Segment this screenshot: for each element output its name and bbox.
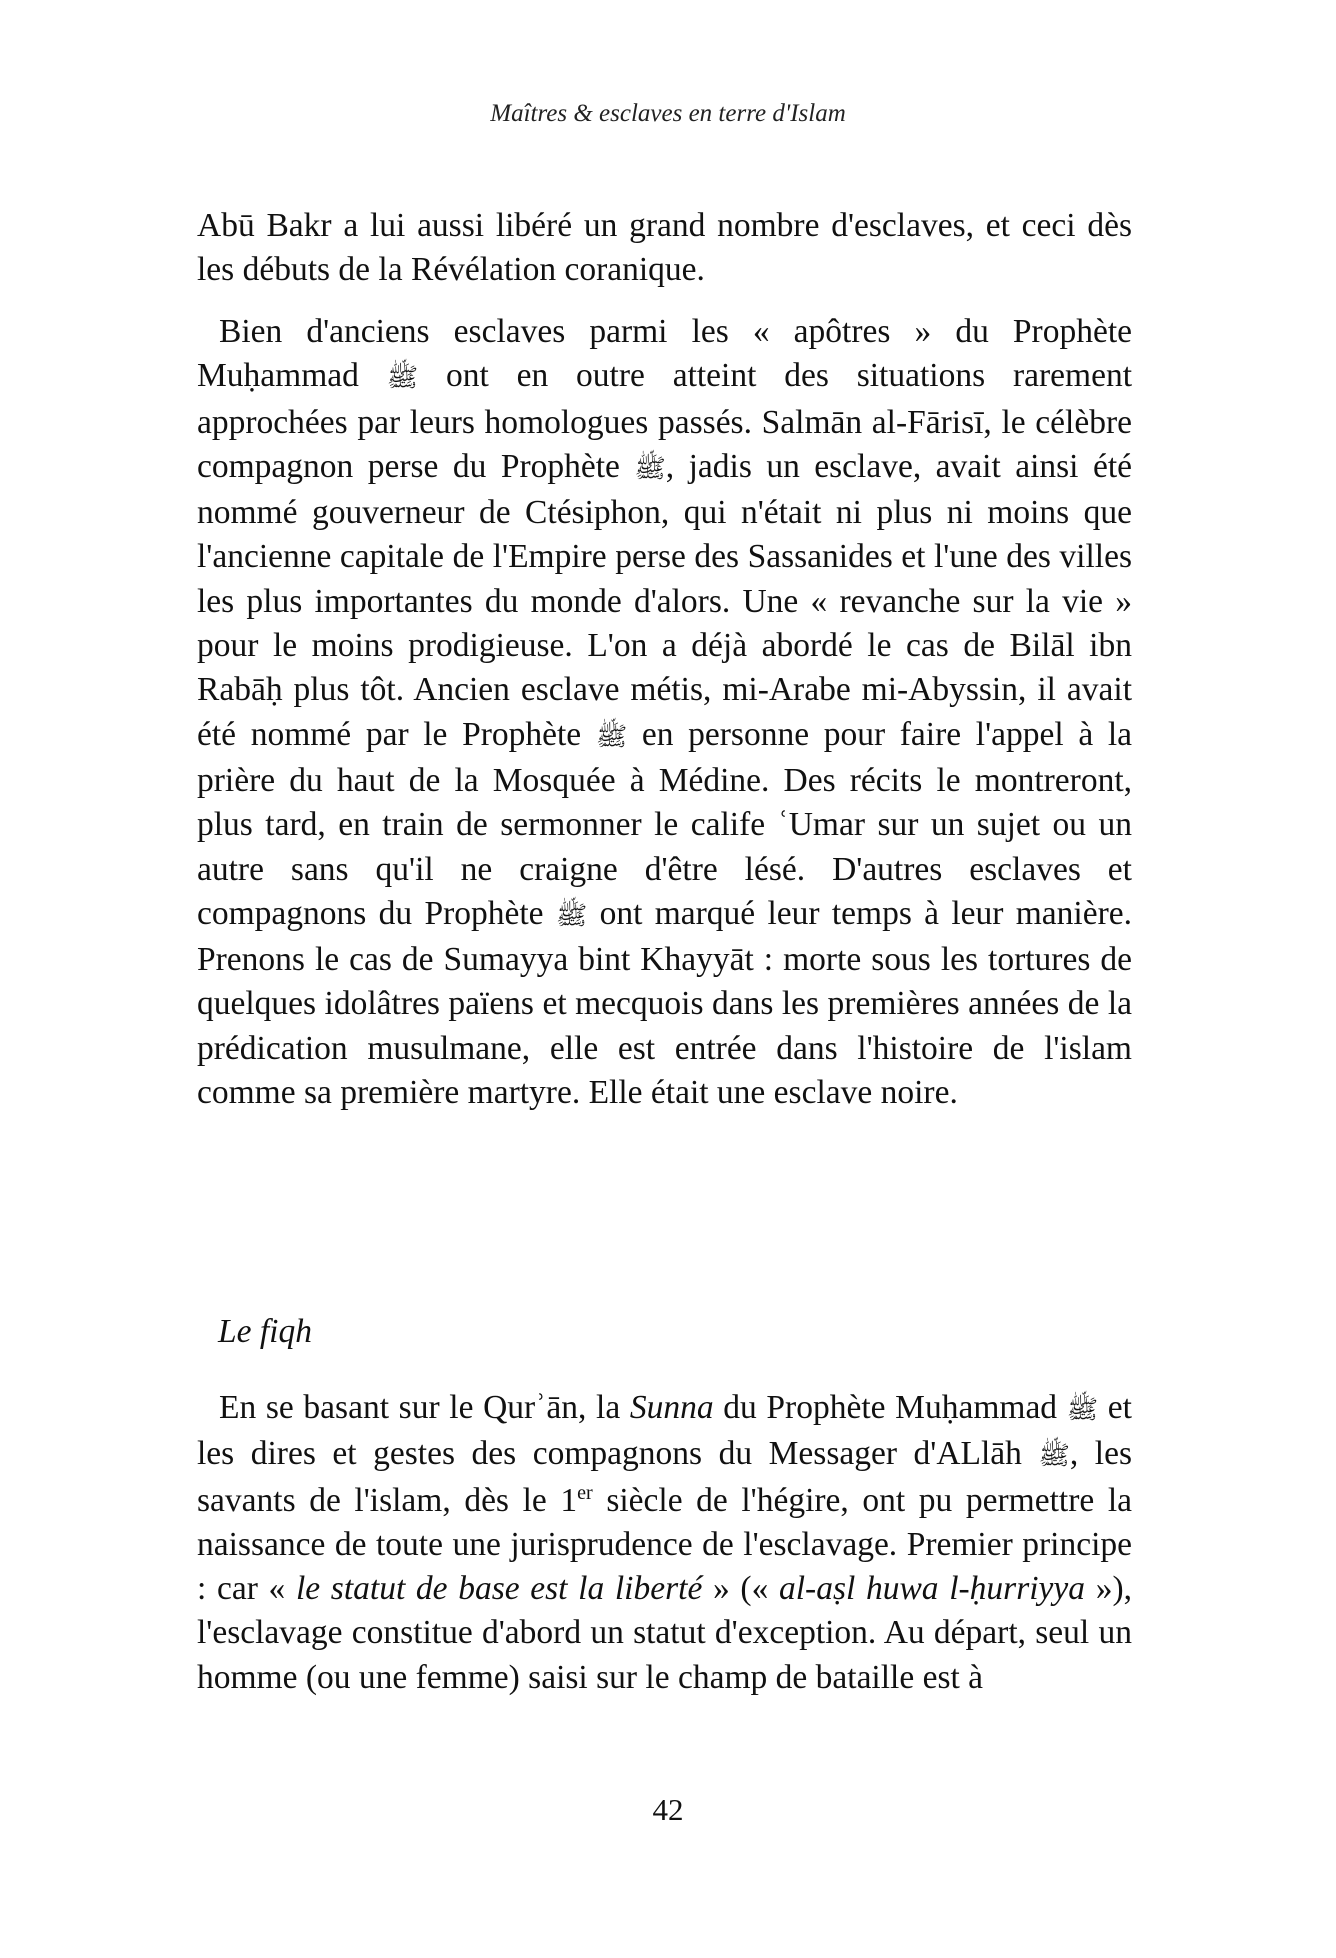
- section-title: Le fiqh: [218, 1313, 312, 1350]
- text-segment: Bien d'anciens esclaves parmi les « apôtres » du Prophète Muḥammad: [197, 313, 1132, 395]
- text-segment: , les savants de l'islam, dès le 1: [197, 1435, 1133, 1519]
- text-segment: »), l'esclavage constitue d'abord un statut d'exception. Au départ, seul un homme (ou une femme) saisi sur le champ de bataille est à: [197, 1570, 1133, 1696]
- paragraph-text: [197, 310, 1132, 1115]
- text-segment: en personne pour faire l'appel à la prière du haut de la Mosquée à Médine. Des récits le montreront, plus tard, en train de sermonner le calife ʿUmar sur un sujet ou un autre sans qu'il ne craigne d'être lésé. D'autres esclaves et compagnons du Prophète: [197, 715, 1133, 932]
- text-segment: » («: [702, 1570, 779, 1608]
- salawat-symbol: ﷺ: [1038, 1441, 1070, 1472]
- text-segment: , jadis un esclave, avait ainsi été nommé gouverneur de Ctésiphon, qui n'était ni plus ni moins que l'ancienne capitale de l'Empire perse des Sassanides et l'une des villes les plus importantes du monde d'alors. Une « revanche sur la vie » pour le moins prodigieuse. L'on a déjà abordé le cas de Bilāl ibn Rabāḥ plus tôt. Ancien esclave métis, mi-Arabe mi-Abyssin, il avait été nommé par le Prophète: [197, 447, 1132, 753]
- salawat-symbol: ﷺ: [595, 721, 628, 752]
- italic-transliteration: al-aṣl huwa l-ḥurriyya: [778, 1570, 1086, 1608]
- paragraph-1: [197, 204, 1132, 293]
- salawat-symbol: ﷺ: [555, 900, 588, 931]
- text-segment: et les dires et gestes des compagnons du Messager d'ALlāh: [197, 1389, 1132, 1473]
- salawat-symbol: ﷺ: [386, 363, 419, 394]
- paragraph-2: [197, 310, 1132, 1115]
- text-segment: du Prophète Muḥammad: [713, 1389, 1067, 1426]
- paragraph-text: Abū Bakr a lui aussi libéré un grand nombre d'esclaves, et ceci dès les débuts de la Révélation coranique.: [197, 207, 1132, 289]
- italic-term: Sunna: [629, 1389, 714, 1426]
- text-segment: siècle de l'hégire, ont pu permettre la naissance de toute une jurisprudence de l'esclavage. Premier principe : car «: [197, 1481, 1132, 1608]
- text-segment: En se basant sur le Qurʾān, la: [219, 1389, 630, 1426]
- running-header: Maîtres & esclaves en terre d'Islam: [490, 100, 846, 127]
- text-segment: ont en outre atteint des situations rarement approchées par leurs homologues passés. Salmān al-Fārisī, le célèbre compagnon perse du Prophète: [197, 357, 1132, 485]
- italic-quote: le statut de base est la liberté: [295, 1570, 703, 1608]
- page-number: 42: [652, 1792, 684, 1827]
- salawat-symbol: ﷺ: [634, 453, 666, 484]
- paragraph-text: [197, 1386, 1132, 1700]
- salawat-symbol: ﷺ: [1066, 1395, 1099, 1425]
- text-segment: ont marqué leur temps à leur manière. Prenons le cas de Sumayya bint Khayyāt : morte sous les tortures de quelques idolâtres païens et mecquois dans les premières années de la prédication musulmane, elle est entrée dans l'histoire de l'islam comme sa première martyre. Elle était une esclave noire.: [197, 894, 1132, 1112]
- paragraph-3: [197, 1386, 1132, 1700]
- ordinal-superscript: er: [577, 1481, 593, 1504]
